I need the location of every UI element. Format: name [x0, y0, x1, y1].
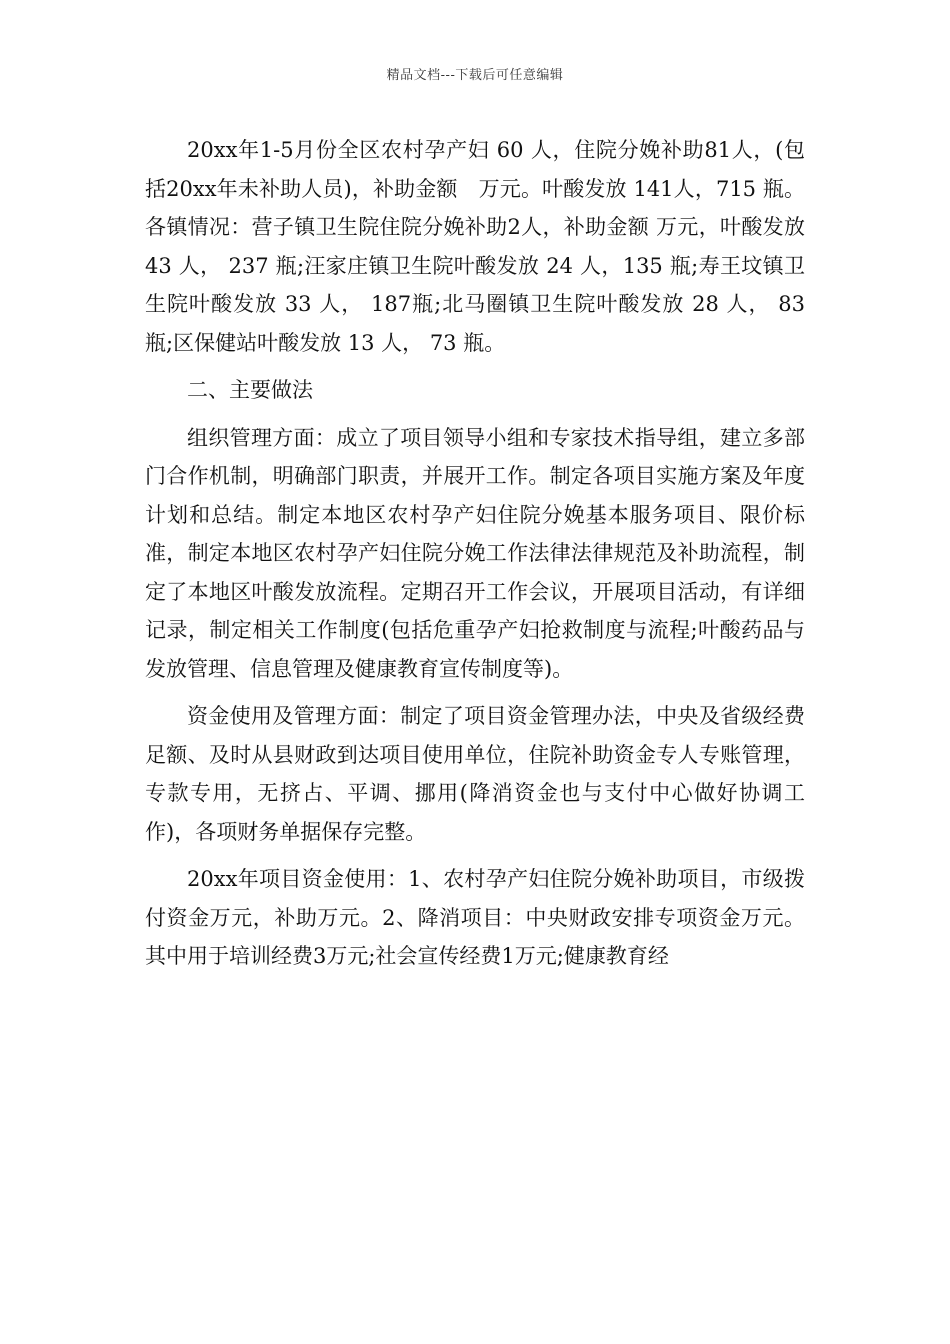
- section-heading-main-practices: 二、主要做法: [187, 378, 313, 402]
- document-body: [145, 131, 805, 976]
- page-header: 精品文档---下载后可任意编辑: [386, 68, 564, 83]
- paragraph-fund-usage: 20xx年项目资金使用：1、农村孕产妇住院分娩补助项目，市级拨付资金万元，补助万元。2、降消项目：中央财政安排专项资金万元。其中用于培训经费3万元;社会宣传经费1万元;健康教育经: [145, 867, 805, 968]
- paragraph-statistics: 20xx年1-5月份全区农村孕产妇 60 人，住院分娩补助81人，(包括20xx年未补助人员)，补助金额 万元。叶酸发放 141人，715 瓶。各镇情况：营子镇卫生院住院分娩补助2人，补助金额 万元，叶酸发放 43 人， 237 瓶;汪家庄镇卫生院叶酸发放 24 人，135 瓶;寿王坟镇卫生院叶酸发放 33 人， 187瓶;北马圈镇卫生院叶酸发放 28 人， 83 瓶;区保健站叶酸发放 13 人， 73 瓶。: [145, 138, 805, 355]
- paragraph-fund-management: 资金使用及管理方面：制定了项目资金管理办法，中央及省级经费足额、及时从县财政到达项目使用单位，住院补助资金专人专账管理，专款专用，无挤占、平调、挪用(降消资金也与支付中心做好协调工作)，各项财务单据保存完整。: [145, 704, 805, 844]
- paragraph-organization-management: 组织管理方面：成立了项目领导小组和专家技术指导组，建立多部门合作机制，明确部门职责，并展开工作。制定各项目实施方案及年度计划和总结。制定本地区农村孕产妇住院分娩基本服务项目、限价标准，制定本地区农村孕产妇住院分娩工作法律法律规范及补助流程，制定了本地区叶酸发放流程。定期召开工作会议，开展项目活动，有详细记录，制定相关工作制度(包括危重孕产妇抢救制度与流程;叶酸药品与发放管理、信息管理及健康教育宣传制度等)。: [145, 425, 805, 681]
